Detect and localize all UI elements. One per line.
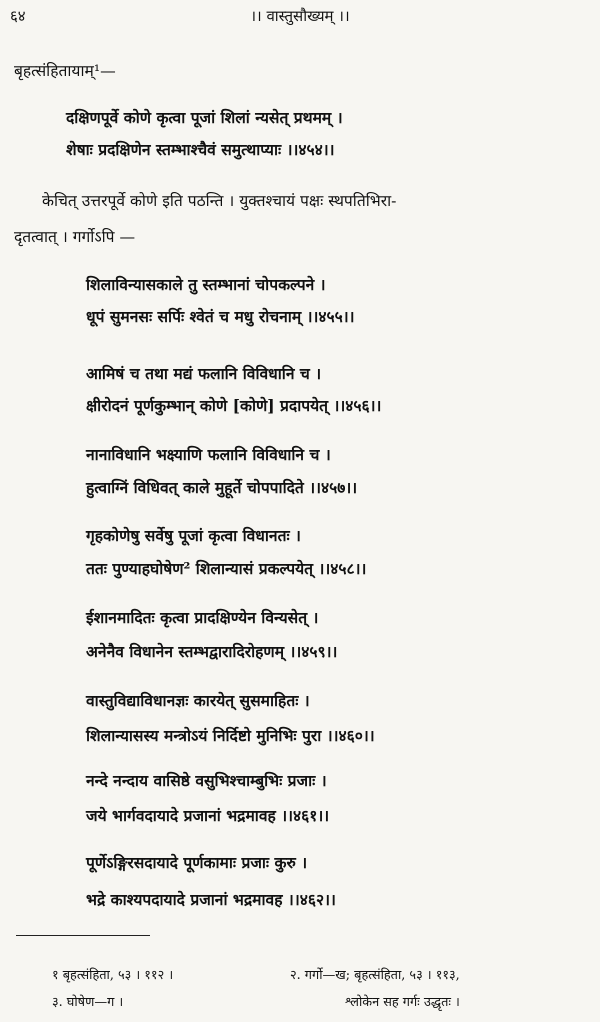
verse-458-line-2: ततः पुण्याहघोषेण² शिलान्यासं प्रकल्पयेत् ।।४५८।। <box>86 559 367 578</box>
verse-461-line-2: जये भार्गवदायादे प्रजानां भद्रमावह ।।४६१।। <box>86 806 330 825</box>
verse-457-line-2: हुत्वाग्निं विधिवत् काले मुहूर्ते चोपपादिते ।।४५७।। <box>86 478 358 497</box>
verse-454-line-2: शेषाः प्रदक्षिणेन स्तम्भाश्चैवं समुत्थाप्याः ।।४५४।। <box>66 140 335 159</box>
verse-462-line-1: पूर्णेऽङ्गिरसदायादे पूर्णकामाः प्रजाः कुरु । <box>86 853 308 872</box>
verse-457-line-1: नानाविधानि भक्ष्याणि फलानि विविधानि च । <box>86 445 331 464</box>
prose-line-1: केचित् उत्तरपूर्वे कोणे इति पठन्ति । युक्तश्चायं पक्षः स्थपतिभिरा- <box>42 192 397 210</box>
verse-462-line-2: भद्रे काश्यपदायादे प्रजानां भद्रमावह ।।४६२।। <box>86 890 336 909</box>
footnote-2: २. गर्गो—ख; बृहत्संहिता, ५३ । ११३, <box>290 968 460 983</box>
footnote-divider <box>16 935 150 936</box>
intro-line: बृहत्संहितायाम्¹— <box>14 62 116 80</box>
verse-459-line-2: अनेनैव विधानेन स्तम्भद्वारादिरोहणम् ।।४५९।। <box>86 642 338 661</box>
verse-458-line-1: गृहकोणेषु सर्वेषु पूजां कृत्वा विधानतः । <box>86 526 301 545</box>
footnote-3: ३. घोषेण—ग । <box>52 995 124 1010</box>
verse-460-line-1: वास्तुविद्याविधानज्ञः कारयेत् सुसमाहितः । <box>86 691 310 710</box>
verse-455-line-2: धूपं सुमनसः सर्पिः श्वेतं च मधु रोचनाम् ।।४५५।। <box>86 307 355 326</box>
verse-456-line-2: क्षीरोदनं पूर्णकुम्भान् कोणे [कोणे] प्रदापयेत् ।।४५६।। <box>86 396 382 415</box>
footnote-2-continuation: श्लोकेन सह गर्गः उद्धृतः । <box>345 995 460 1010</box>
running-title: ।। वास्तुसौख्यम् ।। <box>250 7 350 25</box>
page-number: ६४ <box>10 7 26 25</box>
verse-454-line-1: दक्षिणपूर्वे कोणे कृत्वा पूजां शिलां न्यसेत् प्रथमम् । <box>66 108 343 127</box>
verse-455-line-1: शिलाविन्यासकाले तु स्तम्भानां चोपकल्पने । <box>86 275 326 294</box>
verse-460-line-2: शिलान्यासस्य मन्त्रोऽयं निर्दिष्टो मुनिभिः पुरा ।।४६०।। <box>86 726 375 745</box>
page-header <box>0 6 600 30</box>
verse-459-line-1: ईशानमादितः कृत्वा प्रादक्षिण्येन विन्यसेत् । <box>86 608 319 627</box>
verse-461-line-1: नन्दे नन्दाय वासिष्ठे वसुभिश्चाम्बुभिः प्रजाः । <box>86 771 327 790</box>
footnote-1: १ बृहत्संहिता, ५३ । ११२ । <box>52 968 174 983</box>
verse-456-line-1: आमिषं च तथा मद्यं फलानि विविधानि च । <box>86 364 322 383</box>
prose-line-2: दृतत्वात् । गर्गोऽपि — <box>14 228 136 246</box>
